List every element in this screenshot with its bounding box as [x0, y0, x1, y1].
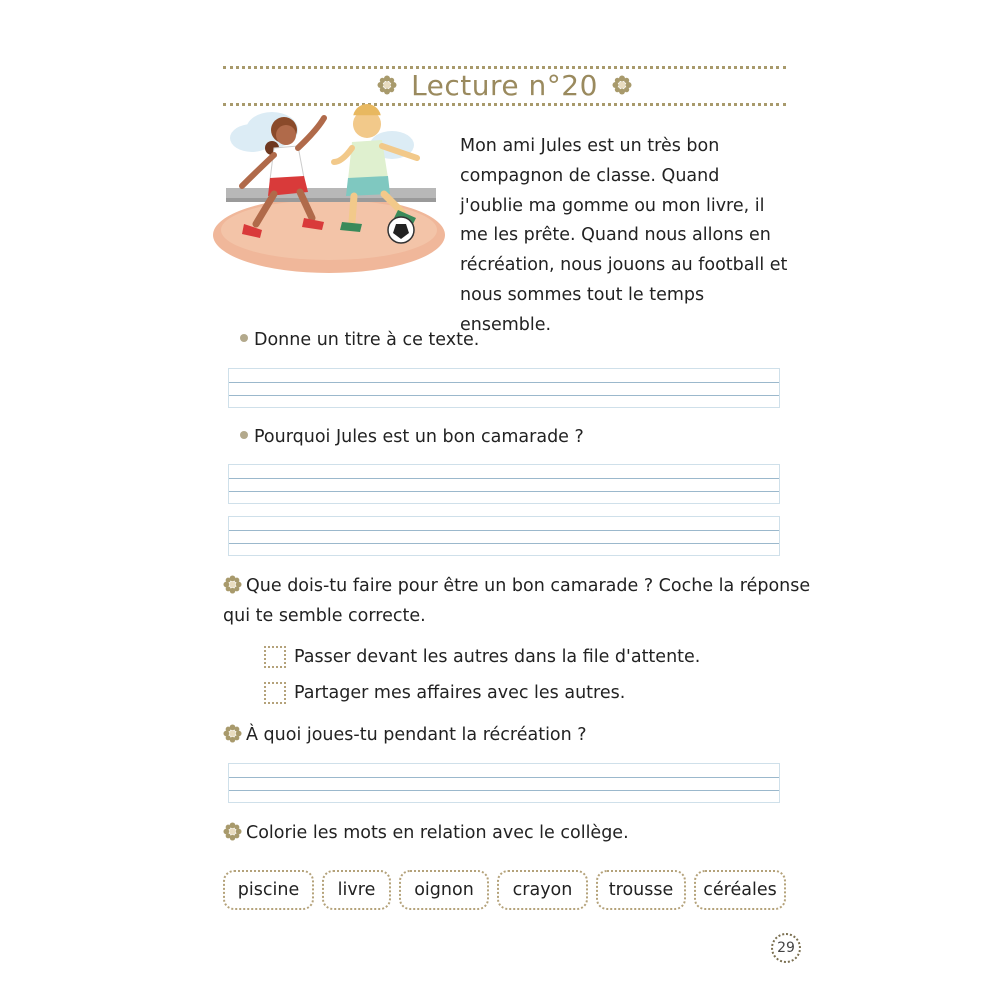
- bullet-icon: [240, 431, 248, 439]
- title-band: [223, 66, 786, 104]
- page-title: Lecture n°20: [411, 68, 598, 102]
- word-chip[interactable]: livre: [322, 870, 391, 910]
- checkbox-option-1[interactable]: [264, 646, 286, 668]
- flower-icon: [377, 75, 397, 95]
- children-football-illustration: [212, 100, 448, 278]
- word-chip[interactable]: céréales: [694, 870, 786, 910]
- flower-icon: [612, 75, 632, 95]
- word-chip[interactable]: trousse: [596, 870, 686, 910]
- answer-lines-2b[interactable]: [228, 516, 780, 556]
- story-line: me les prête. Quand nous allons en: [460, 225, 771, 246]
- question-5: [223, 822, 629, 844]
- question-2-text: Pourquoi Jules est un bon camarade ?: [254, 427, 584, 447]
- checkbox-option-2[interactable]: [264, 682, 286, 704]
- bullet-icon: [240, 334, 248, 342]
- word-chip[interactable]: oignon: [399, 870, 489, 910]
- question-5-text: Colorie les mots en relation avec le collège.: [246, 823, 629, 843]
- word-chip[interactable]: crayon: [497, 870, 588, 910]
- story-text: [460, 132, 790, 341]
- word-chips: [223, 870, 786, 910]
- option-2[interactable]: [264, 682, 625, 704]
- flower-icon: [223, 724, 242, 743]
- question-3-continued: qui te semble correcte.: [223, 606, 426, 626]
- question-3-text: Que dois-tu faire pour être un bon camarade ? Coche la réponse: [246, 576, 811, 596]
- question-2: [240, 426, 584, 448]
- flower-icon: [223, 575, 242, 594]
- question-1-text: Donne un titre à ce texte.: [254, 330, 480, 350]
- question-1: [240, 329, 479, 351]
- story-line: Mon ami Jules est un très bon: [460, 136, 720, 156]
- story-line: récréation, nous jouons au football et: [460, 255, 788, 276]
- question-4: [223, 724, 587, 746]
- question-4-text: À quoi joues-tu pendant la récréation ?: [246, 725, 587, 745]
- answer-lines-4[interactable]: [228, 763, 780, 803]
- option-2-label: Partager mes affaires avec les autres.: [294, 683, 626, 703]
- word-chip[interactable]: piscine: [223, 870, 314, 910]
- story-line: j'oublie ma gomme ou mon livre, il: [460, 195, 765, 216]
- story-line: nous sommes tout le temps ensemble.: [460, 284, 705, 335]
- answer-lines-1[interactable]: [228, 368, 780, 408]
- flower-icon: [223, 822, 242, 841]
- answer-lines-2a[interactable]: [228, 464, 780, 504]
- page-number: 29: [771, 933, 801, 963]
- option-1[interactable]: [264, 646, 700, 668]
- story-line: compagnon de classe. Quand: [460, 165, 720, 186]
- question-3: [223, 575, 810, 597]
- option-1-label: Passer devant les autres dans la file d'attente.: [294, 647, 701, 667]
